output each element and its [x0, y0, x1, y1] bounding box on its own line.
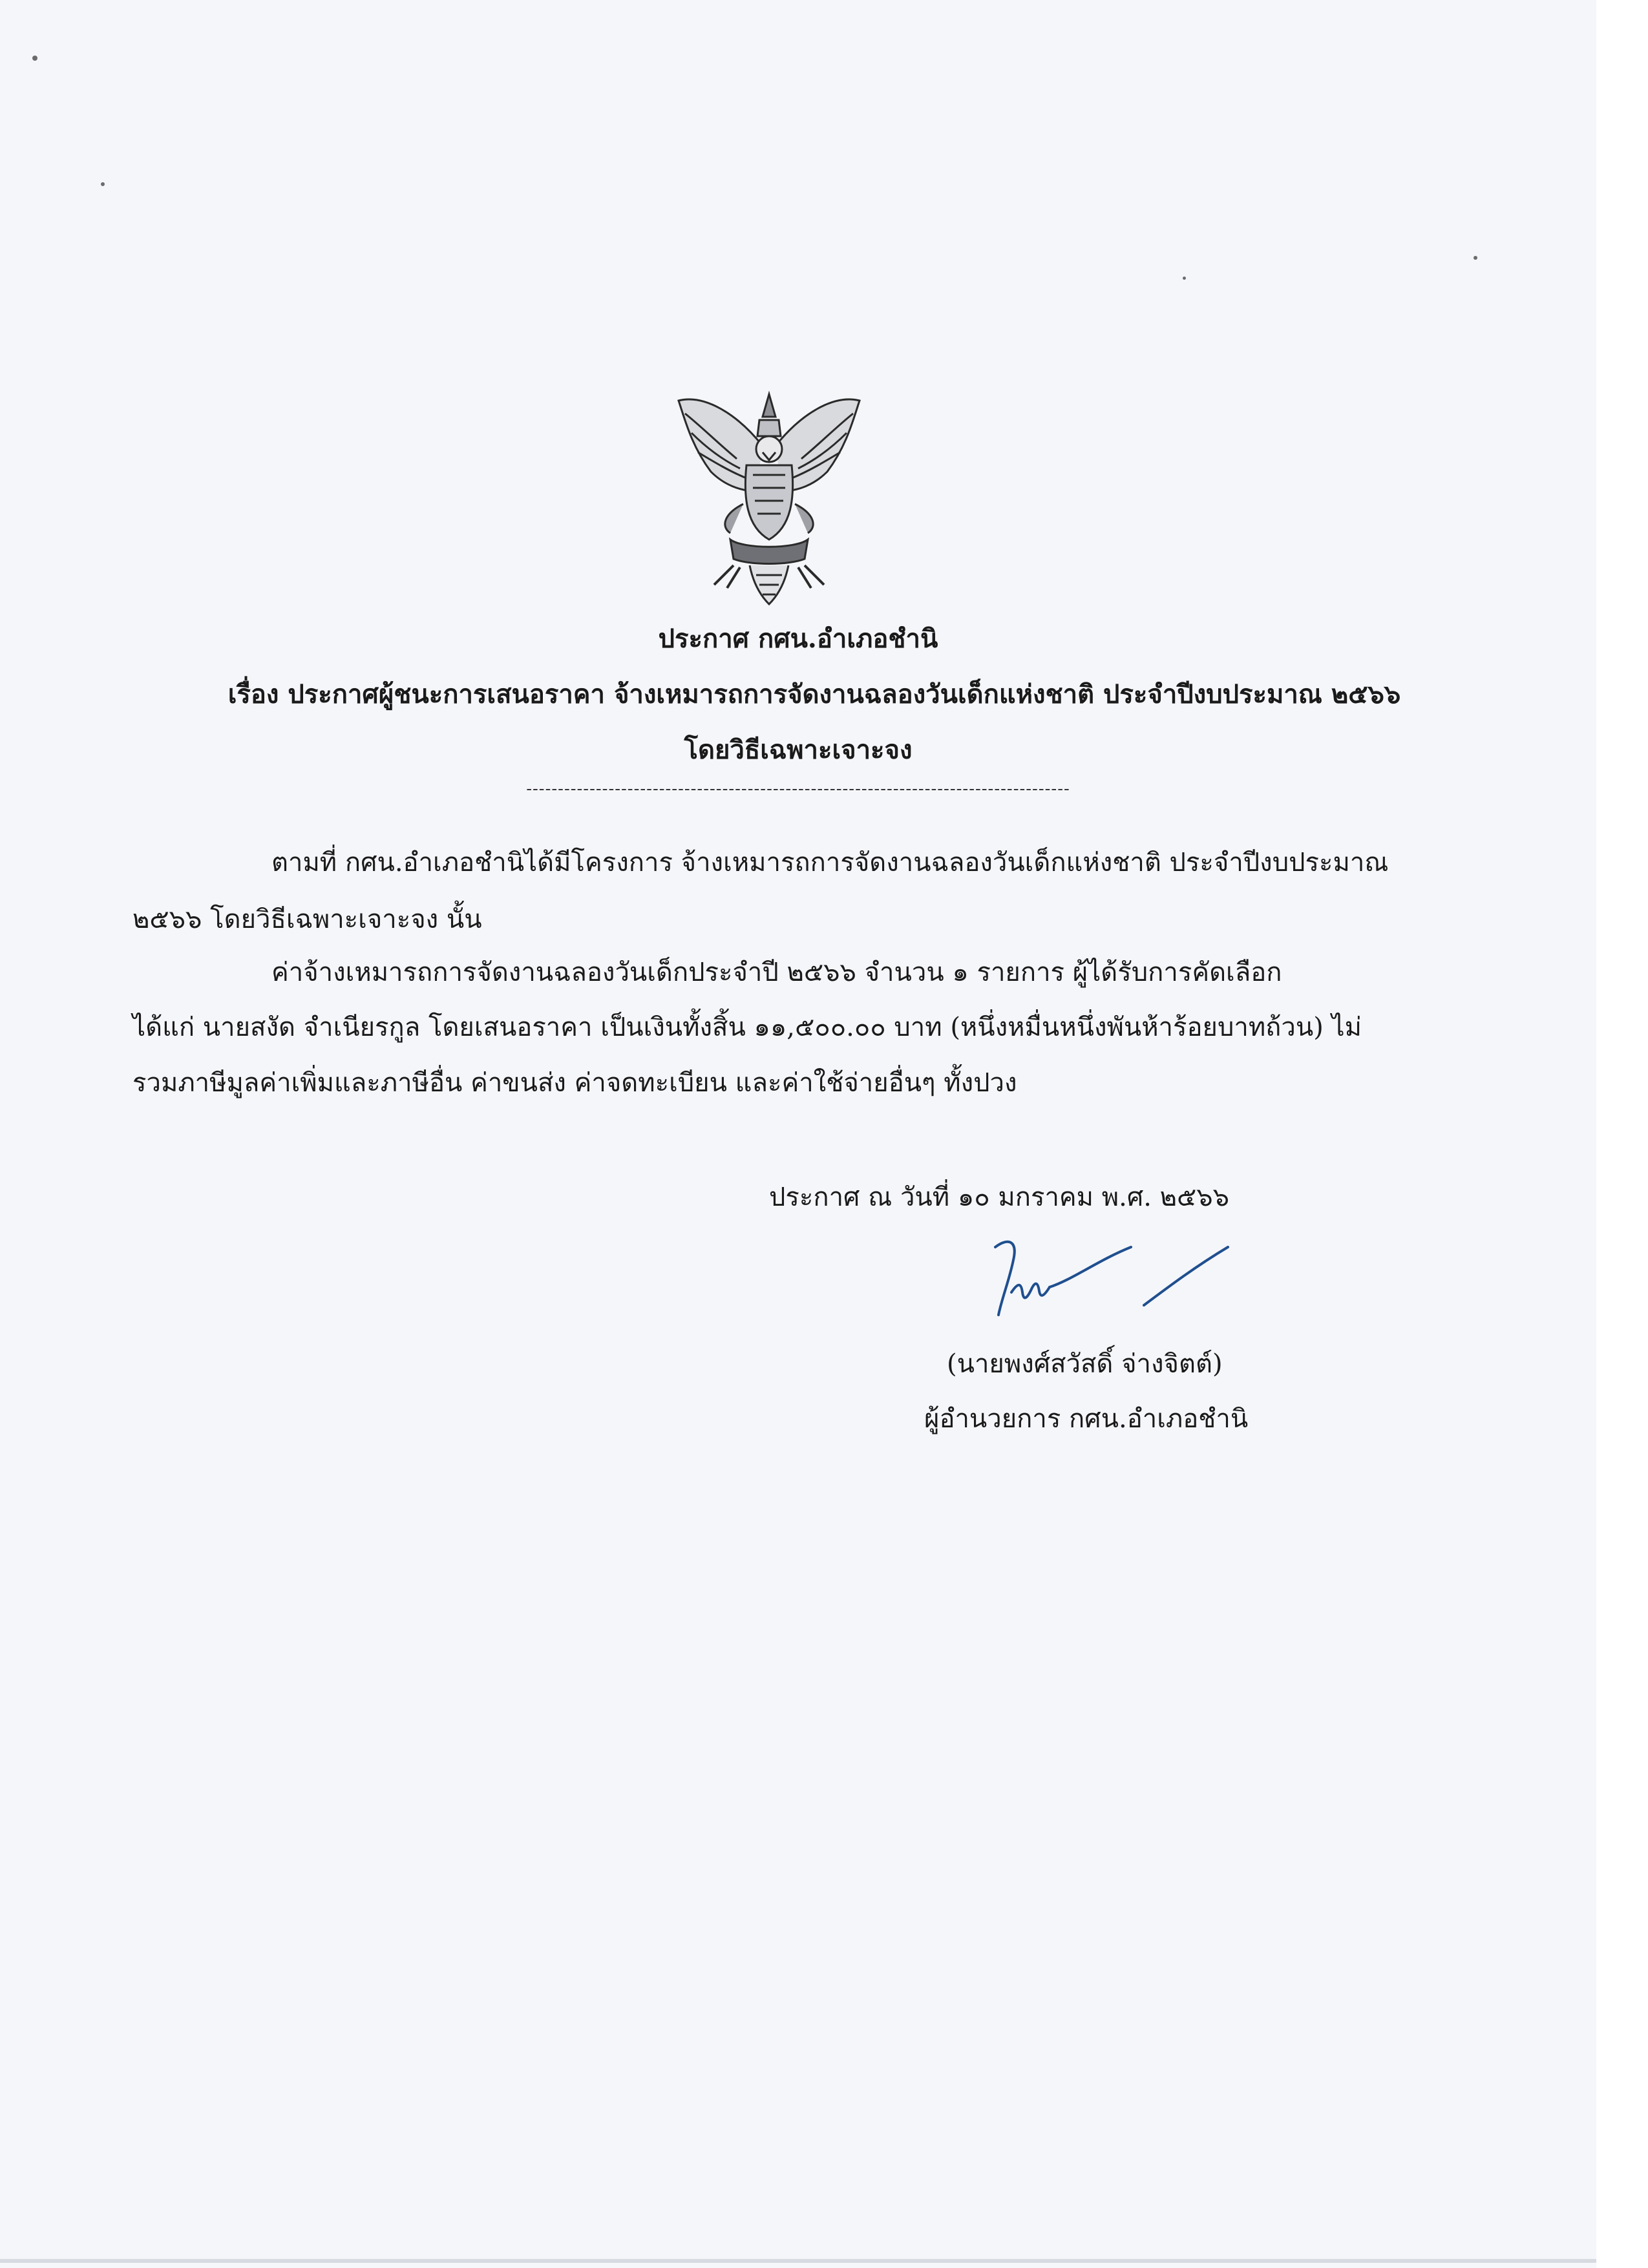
paragraph-2-line-2: ได้แก่ นายสงัด จำเนียรกูล โดยเสนอราคา เป็นเงินทั้งสิ้น ๑๑,๕๐๐.๐๐ บาท (หนึ่งหมื่นหนึ่งพันห้าร้อยบาทถ้วน) ไม่	[132, 1013, 1362, 1042]
scan-speck	[1183, 277, 1186, 280]
paragraph-1-line-1: ตามที่ กศน.อำเภอชำนิได้มีโครงการ จ้างเหมารถการจัดงานฉลองวันเด็กแห่งชาติ ประจำปีงบประมาณ	[271, 848, 1389, 877]
signer-name: (นายพงศ์สวัสดิ์ จ่างจิตต์)	[947, 1349, 1223, 1379]
document-title: ประกาศ กศน.อำเภอชำนิ	[658, 624, 938, 654]
document-subject-method: โดยวิธีเฉพาะเจาะจง	[684, 735, 913, 765]
scan-bottom-edge	[0, 2259, 1596, 2263]
announcement-date: ประกาศ ณ วันที่ ๑๐ มกราคม พ.ศ. ๒๕๖๖	[769, 1182, 1230, 1212]
separator-line: --------------------------------------------------------------------------------------	[526, 779, 1070, 799]
paragraph-2-line-3: รวมภาษีมูลค่าเพิ่มและภาษีอื่น ค่าขนส่ง ค่าจดทะเบียน และค่าใช้จ่ายอื่นๆ ทั้งปวง	[132, 1068, 1017, 1098]
scan-margin	[1596, 0, 1648, 2268]
scan-speck	[101, 182, 105, 186]
signer-position: ผู้อำนวยการ กศน.อำเภอชำนิ	[924, 1404, 1249, 1434]
paragraph-1-line-2: ๒๕๖๖ โดยวิธีเฉพาะเจาะจง นั้น	[132, 905, 482, 934]
garuda-emblem-icon	[666, 388, 872, 611]
handwritten-signature	[982, 1221, 1241, 1325]
scan-speck	[1474, 256, 1477, 260]
document-subject: เรื่อง ประกาศผู้ชนะการเสนอราคา จ้างเหมารถการจัดงานฉลองวันเด็กแห่งชาติ ประจำปีงบประมาณ ๒๕๖๖	[227, 679, 1401, 709]
scan-speck	[32, 56, 37, 61]
paragraph-2-line-1: ค่าจ้างเหมารถการจัดงานฉลองวันเด็กประจำปี ๒๕๖๖ จำนวน ๑ รายการ ผู้ได้รับการคัดเลือก	[271, 958, 1282, 987]
